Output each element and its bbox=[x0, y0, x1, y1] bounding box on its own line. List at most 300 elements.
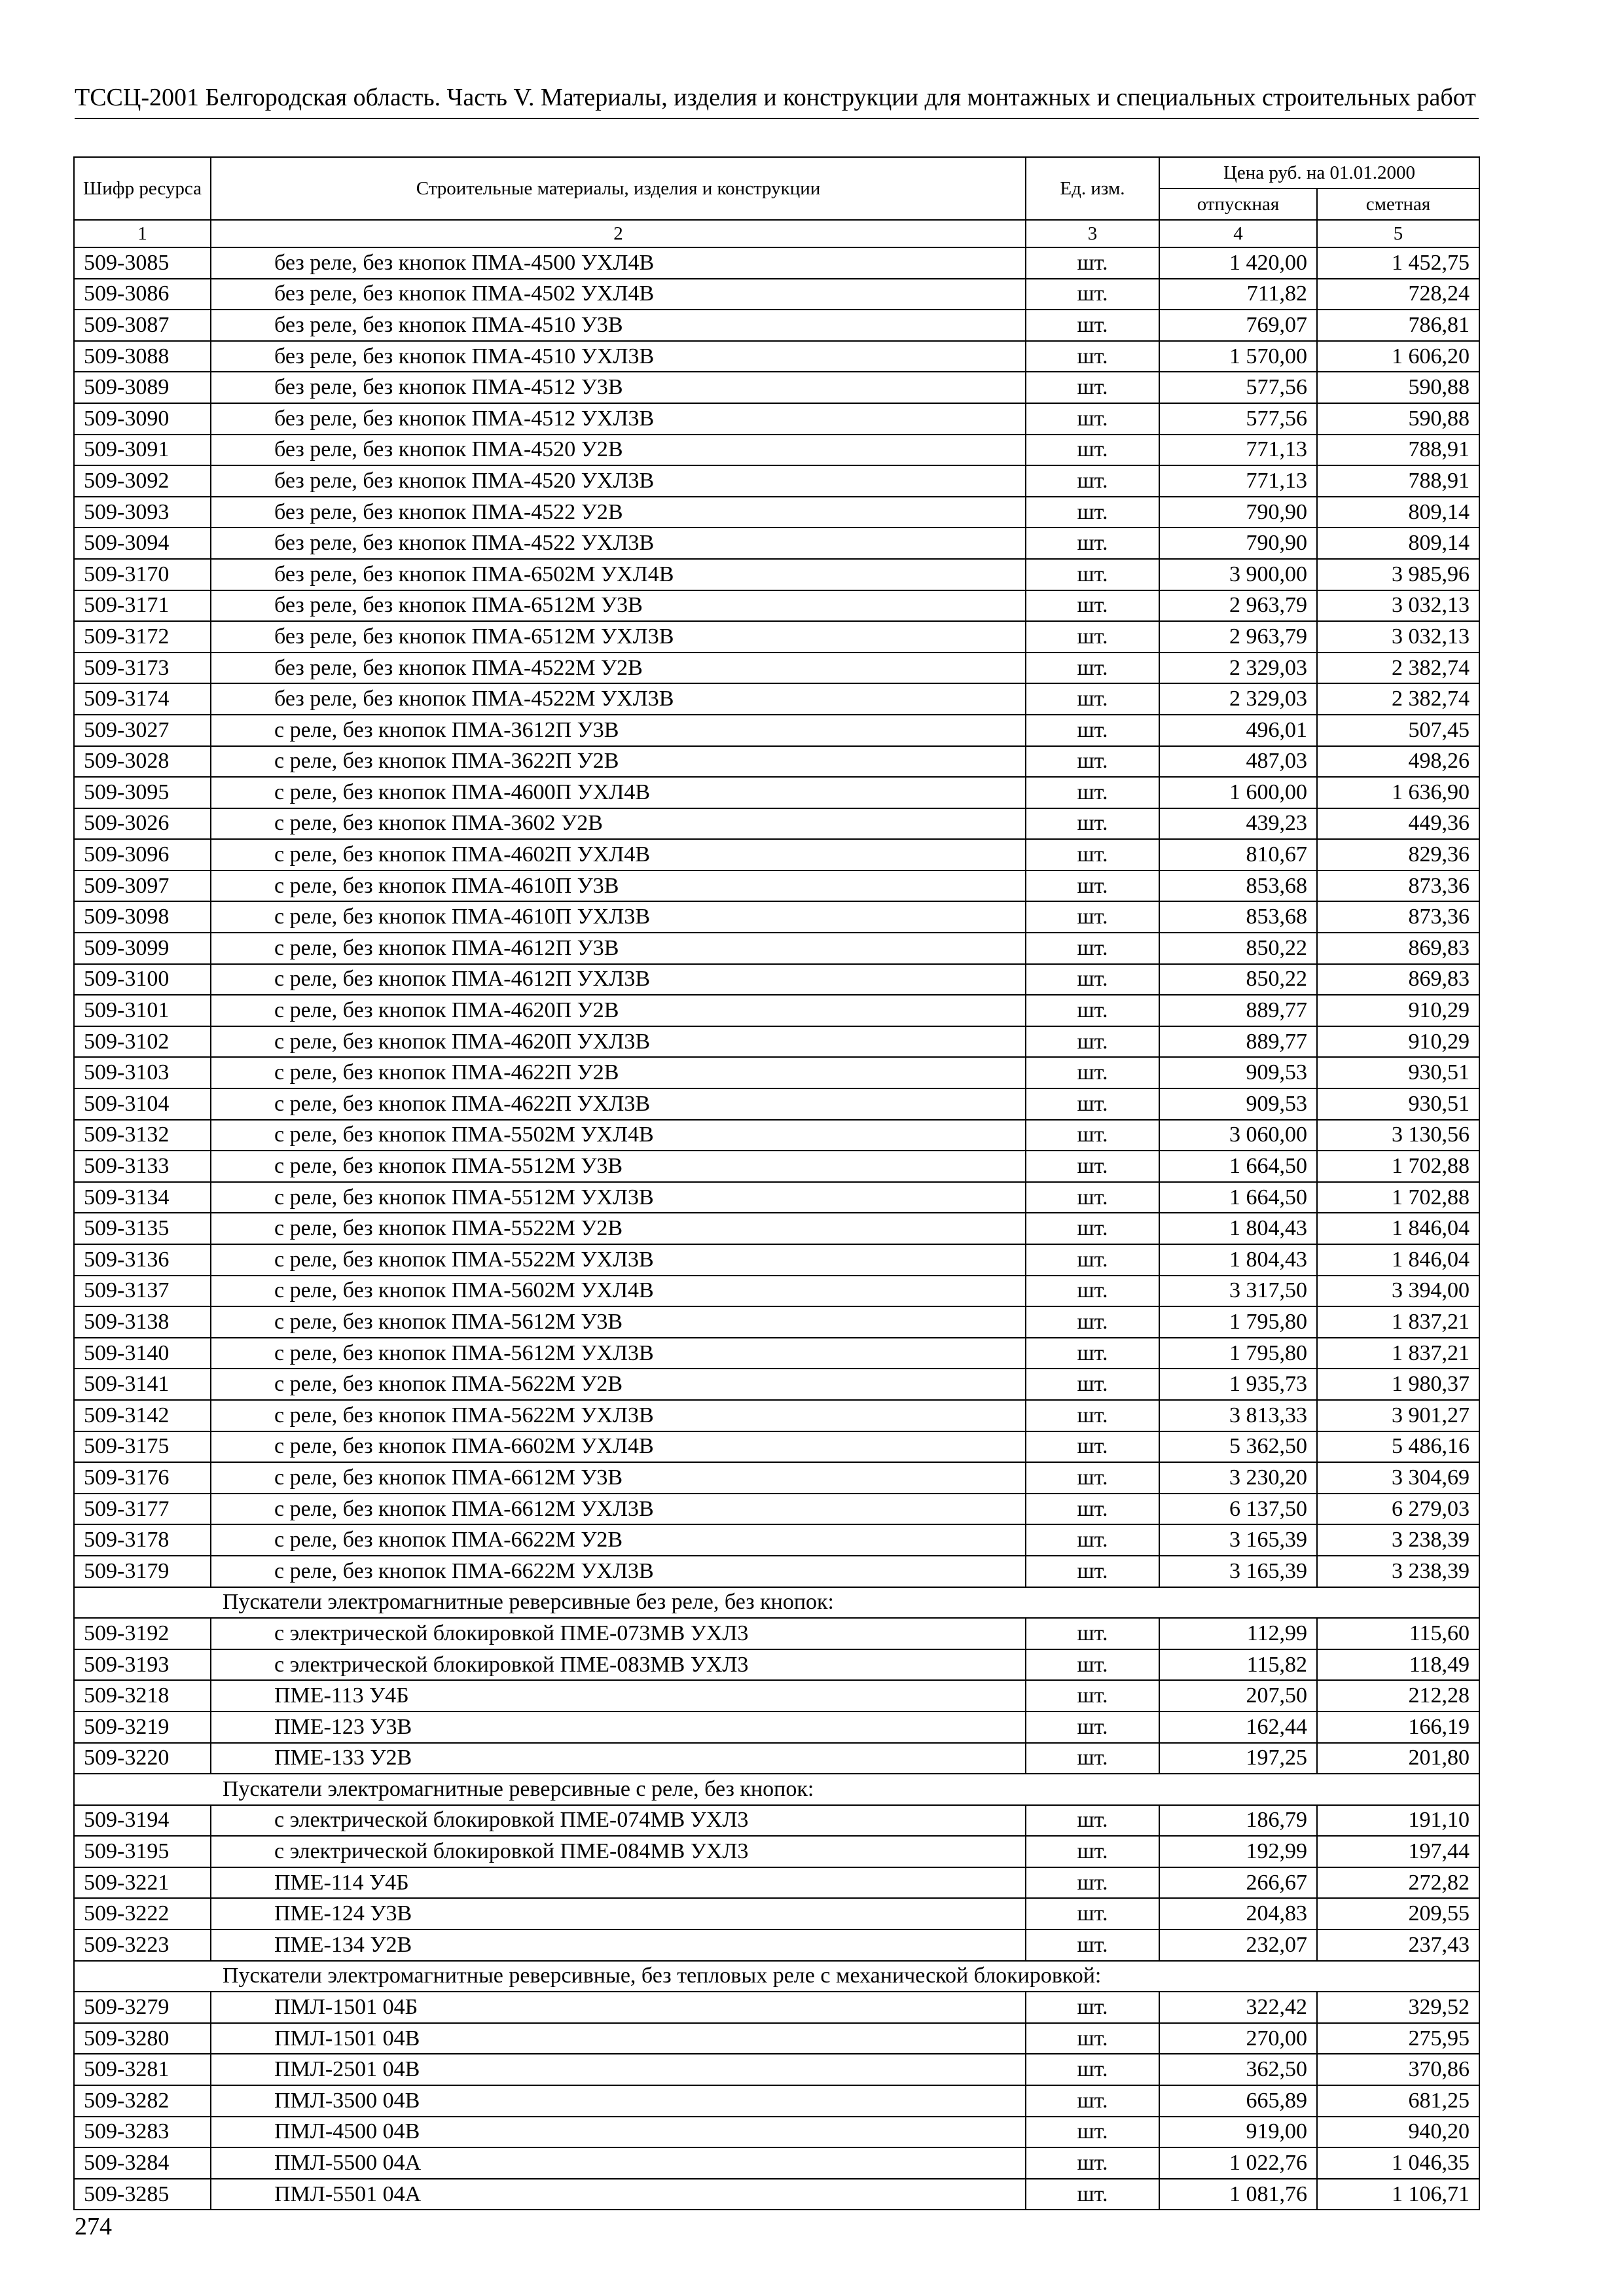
resource-code-cell: 509-3099 bbox=[74, 933, 211, 964]
resource-code-cell: 509-3093 bbox=[74, 497, 211, 528]
material-name-cell: с реле, без кнопок ПМА-5612М УХЛ3В bbox=[211, 1338, 1026, 1369]
material-name-cell: ПМЛ-4500 04В bbox=[211, 2117, 1026, 2148]
header-row bbox=[74, 157, 1479, 188]
estimate-price-cell: 788,91 bbox=[1317, 435, 1479, 466]
unit-cell: шт. bbox=[1026, 901, 1159, 933]
estimate-price-cell: 1 452,75 bbox=[1317, 247, 1479, 279]
column-number-row bbox=[74, 220, 1479, 247]
unit-cell: шт. bbox=[1026, 1120, 1159, 1151]
material-name-cell: с реле, без кнопок ПМА-4620П УХЛ3В bbox=[211, 1026, 1026, 1058]
header-name: Строительные материалы, изделия и конструкции bbox=[211, 157, 1026, 220]
table-row bbox=[74, 435, 1479, 466]
resource-code-cell: 509-3177 bbox=[74, 1494, 211, 1525]
estimate-price-cell: 910,29 bbox=[1317, 995, 1479, 1026]
resource-code-cell: 509-3281 bbox=[74, 2054, 211, 2085]
release-price-cell: 2 963,79 bbox=[1159, 621, 1317, 653]
unit-cell: шт. bbox=[1026, 497, 1159, 528]
material-name-cell: с электрической блокировкой ПМЕ-073МВ УХЛ3 bbox=[211, 1618, 1026, 1649]
release-price-cell: 270,00 bbox=[1159, 2023, 1317, 2054]
resource-code-cell: 509-3095 bbox=[74, 777, 211, 808]
resource-code-cell: 509-3104 bbox=[74, 1088, 211, 1120]
resource-code-cell: 509-3192 bbox=[74, 1618, 211, 1649]
material-name-cell: ПМЛ-1501 04Б bbox=[211, 1992, 1026, 2023]
material-name-cell: с электрической блокировкой ПМЕ-084МВ УХЛ3 bbox=[211, 1836, 1026, 1867]
resource-code-cell: 509-3138 bbox=[74, 1306, 211, 1338]
table-row bbox=[74, 1182, 1479, 1213]
material-name-cell: без реле, без кнопок ПМА-4512 У3В bbox=[211, 372, 1026, 403]
price-table-body bbox=[74, 157, 1479, 2210]
release-price-cell: 3 165,39 bbox=[1159, 1556, 1317, 1587]
release-price-cell: 232,07 bbox=[1159, 1929, 1317, 1961]
release-price-cell: 3 813,33 bbox=[1159, 1400, 1317, 1431]
unit-cell: шт. bbox=[1026, 964, 1159, 996]
unit-cell: шт. bbox=[1026, 1182, 1159, 1213]
resource-code-cell: 509-3136 bbox=[74, 1244, 211, 1276]
header-estimate-price: сметная bbox=[1317, 188, 1479, 220]
table-row bbox=[74, 901, 1479, 933]
material-name-cell: ПМЕ-133 У2В bbox=[211, 1743, 1026, 1774]
unit-cell: шт. bbox=[1026, 621, 1159, 653]
resource-code-cell: 509-3280 bbox=[74, 2023, 211, 2054]
estimate-price-cell: 1 837,21 bbox=[1317, 1306, 1479, 1338]
estimate-price-cell: 910,29 bbox=[1317, 1026, 1479, 1058]
material-name-cell: с реле, без кнопок ПМА-4620П У2В bbox=[211, 995, 1026, 1026]
resource-code-cell: 509-3174 bbox=[74, 683, 211, 715]
material-name-cell: без реле, без кнопок ПМА-6512М У3В bbox=[211, 590, 1026, 622]
estimate-price-cell: 930,51 bbox=[1317, 1057, 1479, 1088]
estimate-price-cell: 449,36 bbox=[1317, 808, 1479, 840]
material-name-cell: с реле, без кнопок ПМА-4612П У3В bbox=[211, 933, 1026, 964]
release-price-cell: 889,77 bbox=[1159, 1026, 1317, 1058]
resource-code-cell: 509-3096 bbox=[74, 839, 211, 870]
resource-code-cell: 509-3178 bbox=[74, 1524, 211, 1556]
table-row bbox=[74, 2179, 1479, 2210]
table-row bbox=[74, 1680, 1479, 1712]
section-row bbox=[74, 1961, 1479, 1992]
resource-code-cell: 509-3087 bbox=[74, 310, 211, 341]
table-row bbox=[74, 1649, 1479, 1681]
unit-cell: шт. bbox=[1026, 465, 1159, 497]
material-name-cell: с реле, без кнопок ПМА-5522М У2В bbox=[211, 1213, 1026, 1244]
resource-code-cell: 509-3027 bbox=[74, 715, 211, 746]
table-row bbox=[74, 1369, 1479, 1400]
material-name-cell: ПМЕ-134 У2В bbox=[211, 1929, 1026, 1961]
estimate-price-cell: 1 636,90 bbox=[1317, 777, 1479, 808]
unit-cell: шт. bbox=[1026, 839, 1159, 870]
unit-cell: шт. bbox=[1026, 746, 1159, 778]
resource-code-cell: 509-3218 bbox=[74, 1680, 211, 1712]
estimate-price-cell: 940,20 bbox=[1317, 2117, 1479, 2148]
estimate-price-cell: 869,83 bbox=[1317, 933, 1479, 964]
unit-cell: шт. bbox=[1026, 995, 1159, 1026]
estimate-price-cell: 3 238,39 bbox=[1317, 1524, 1479, 1556]
release-price-cell: 1 570,00 bbox=[1159, 341, 1317, 372]
material-name-cell: без реле, без кнопок ПМА-4512 УХЛ3В bbox=[211, 403, 1026, 435]
table-row bbox=[74, 310, 1479, 341]
resource-code-cell: 509-3137 bbox=[74, 1276, 211, 1307]
release-price-cell: 5 362,50 bbox=[1159, 1431, 1317, 1463]
release-price-cell: 112,99 bbox=[1159, 1618, 1317, 1649]
resource-code-cell: 509-3223 bbox=[74, 1929, 211, 1961]
table-row bbox=[74, 1929, 1479, 1961]
material-name-cell: ПМЛ-5501 04А bbox=[211, 2179, 1026, 2210]
estimate-price-cell: 3 901,27 bbox=[1317, 1400, 1479, 1431]
unit-cell: шт. bbox=[1026, 1088, 1159, 1120]
material-name-cell: с реле, без кнопок ПМА-5622М У2В bbox=[211, 1369, 1026, 1400]
unit-cell: шт. bbox=[1026, 808, 1159, 840]
resource-code-cell: 509-3086 bbox=[74, 279, 211, 310]
resource-code-cell: 509-3175 bbox=[74, 1431, 211, 1463]
release-price-cell: 2 329,03 bbox=[1159, 653, 1317, 684]
table-row bbox=[74, 1151, 1479, 1182]
estimate-price-cell: 3 304,69 bbox=[1317, 1462, 1479, 1494]
material-name-cell: с реле, без кнопок ПМА-6612М У3В bbox=[211, 1462, 1026, 1494]
release-price-cell: 2 963,79 bbox=[1159, 590, 1317, 622]
column-number: 5 bbox=[1317, 220, 1479, 247]
material-name-cell: с реле, без кнопок ПМА-3612П У3В bbox=[211, 715, 1026, 746]
estimate-price-cell: 5 486,16 bbox=[1317, 1431, 1479, 1463]
material-name-cell: с реле, без кнопок ПМА-6622М У2В bbox=[211, 1524, 1026, 1556]
material-name-cell: без реле, без кнопок ПМА-6512М УХЛ3В bbox=[211, 621, 1026, 653]
release-price-cell: 850,22 bbox=[1159, 933, 1317, 964]
estimate-price-cell: 1 846,04 bbox=[1317, 1213, 1479, 1244]
estimate-price-cell: 507,45 bbox=[1317, 715, 1479, 746]
section-row bbox=[74, 1774, 1479, 1805]
material-name-cell: ПМЕ-114 У4Б bbox=[211, 1867, 1026, 1899]
table-row bbox=[74, 1524, 1479, 1556]
release-price-cell: 889,77 bbox=[1159, 995, 1317, 1026]
unit-cell: шт. bbox=[1026, 1338, 1159, 1369]
release-price-cell: 769,07 bbox=[1159, 310, 1317, 341]
estimate-price-cell: 115,60 bbox=[1317, 1618, 1479, 1649]
release-price-cell: 197,25 bbox=[1159, 1743, 1317, 1774]
release-price-cell: 192,99 bbox=[1159, 1836, 1317, 1867]
estimate-price-cell: 829,36 bbox=[1317, 839, 1479, 870]
resource-code-cell: 509-3140 bbox=[74, 1338, 211, 1369]
estimate-price-cell: 498,26 bbox=[1317, 746, 1479, 778]
release-price-cell: 850,22 bbox=[1159, 964, 1317, 996]
resource-code-cell: 509-3141 bbox=[74, 1369, 211, 1400]
release-price-cell: 6 137,50 bbox=[1159, 1494, 1317, 1525]
material-name-cell: без реле, без кнопок ПМА-6502М УХЛ4В bbox=[211, 559, 1026, 590]
material-name-cell: с реле, без кнопок ПМА-5512М УХЛ3В bbox=[211, 1182, 1026, 1213]
material-name-cell: ПМЕ-124 У3В bbox=[211, 1898, 1026, 1929]
unit-cell: шт. bbox=[1026, 1618, 1159, 1649]
table-row bbox=[74, 653, 1479, 684]
unit-cell: шт. bbox=[1026, 2023, 1159, 2054]
material-name-cell: без реле, без кнопок ПМА-4510 УХЛ3В bbox=[211, 341, 1026, 372]
resource-code-cell: 509-3088 bbox=[74, 341, 211, 372]
table-row bbox=[74, 1026, 1479, 1058]
estimate-price-cell: 3 032,13 bbox=[1317, 621, 1479, 653]
unit-cell: шт. bbox=[1026, 403, 1159, 435]
release-price-cell: 919,00 bbox=[1159, 2117, 1317, 2148]
resource-code-cell: 509-3085 bbox=[74, 247, 211, 279]
material-name-cell: без реле, без кнопок ПМА-4500 УХЛ4В bbox=[211, 247, 1026, 279]
table-row bbox=[74, 621, 1479, 653]
unit-cell: шт. bbox=[1026, 2117, 1159, 2148]
material-name-cell: с реле, без кнопок ПМА-4602П УХЛ4В bbox=[211, 839, 1026, 870]
table-row bbox=[74, 1057, 1479, 1088]
table-row bbox=[74, 995, 1479, 1026]
estimate-price-cell: 3 130,56 bbox=[1317, 1120, 1479, 1151]
estimate-price-cell: 212,28 bbox=[1317, 1680, 1479, 1712]
page-number: 274 bbox=[75, 2213, 112, 2240]
material-name-cell: без реле, без кнопок ПМА-4510 У3В bbox=[211, 310, 1026, 341]
unit-cell: шт. bbox=[1026, 1712, 1159, 1743]
estimate-price-cell: 272,82 bbox=[1317, 1867, 1479, 1899]
release-price-cell: 487,03 bbox=[1159, 746, 1317, 778]
resource-code-cell: 509-3179 bbox=[74, 1556, 211, 1587]
unit-cell: шт. bbox=[1026, 1743, 1159, 1774]
release-price-cell: 711,82 bbox=[1159, 279, 1317, 310]
unit-cell: шт. bbox=[1026, 2054, 1159, 2085]
estimate-price-cell: 1 846,04 bbox=[1317, 1244, 1479, 1276]
table-row bbox=[74, 964, 1479, 996]
resource-code-cell: 509-3132 bbox=[74, 1120, 211, 1151]
material-name-cell: с электрической блокировкой ПМЕ-074МВ УХЛ3 bbox=[211, 1805, 1026, 1837]
resource-code-cell: 509-3097 bbox=[74, 870, 211, 902]
table-row bbox=[74, 1431, 1479, 1463]
release-price-cell: 1 804,43 bbox=[1159, 1244, 1317, 1276]
release-price-cell: 577,56 bbox=[1159, 403, 1317, 435]
release-price-cell: 362,50 bbox=[1159, 2054, 1317, 2085]
material-name-cell: с реле, без кнопок ПМА-4600П УХЛ4В bbox=[211, 777, 1026, 808]
material-name-cell: ПМЕ-123 У3В bbox=[211, 1712, 1026, 1743]
resource-code-cell: 509-3089 bbox=[74, 372, 211, 403]
resource-code-cell: 509-3171 bbox=[74, 590, 211, 622]
unit-cell: шт. bbox=[1026, 1431, 1159, 1463]
resource-code-cell: 509-3028 bbox=[74, 746, 211, 778]
table-row bbox=[74, 1836, 1479, 1867]
estimate-price-cell: 3 032,13 bbox=[1317, 590, 1479, 622]
header-unit: Ед. изм. bbox=[1026, 157, 1159, 220]
unit-cell: шт. bbox=[1026, 1524, 1159, 1556]
unit-cell: шт. bbox=[1026, 1867, 1159, 1899]
release-price-cell: 909,53 bbox=[1159, 1088, 1317, 1120]
resource-code-cell: 509-3092 bbox=[74, 465, 211, 497]
section-row bbox=[74, 1587, 1479, 1619]
estimate-price-cell: 3 394,00 bbox=[1317, 1276, 1479, 1307]
column-number: 2 bbox=[211, 220, 1026, 247]
release-price-cell: 577,56 bbox=[1159, 372, 1317, 403]
header-price: Цена руб. на 01.01.2000 bbox=[1159, 157, 1479, 188]
material-name-cell: с реле, без кнопок ПМА-6622М УХЛ3В bbox=[211, 1556, 1026, 1587]
material-name-cell: с реле, без кнопок ПМА-4610П УХЛ3В bbox=[211, 901, 1026, 933]
material-name-cell: с реле, без кнопок ПМА-6612М УХЛ3В bbox=[211, 1494, 1026, 1525]
release-price-cell: 771,13 bbox=[1159, 465, 1317, 497]
material-name-cell: без реле, без кнопок ПМА-4522М У2В bbox=[211, 653, 1026, 684]
resource-code-cell: 509-3221 bbox=[74, 1867, 211, 1899]
material-name-cell: без реле, без кнопок ПМА-4522 У2В bbox=[211, 497, 1026, 528]
estimate-price-cell: 329,52 bbox=[1317, 1992, 1479, 2023]
material-name-cell: с реле, без кнопок ПМА-6602М УХЛ4В bbox=[211, 1431, 1026, 1463]
release-price-cell: 810,67 bbox=[1159, 839, 1317, 870]
unit-cell: шт. bbox=[1026, 870, 1159, 902]
table-row bbox=[74, 372, 1479, 403]
unit-cell: шт. bbox=[1026, 1057, 1159, 1088]
unit-cell: шт. bbox=[1026, 777, 1159, 808]
release-price-cell: 1 420,00 bbox=[1159, 247, 1317, 279]
material-name-cell: с реле, без кнопок ПМА-5602М УХЛ4В bbox=[211, 1276, 1026, 1307]
release-price-cell: 1 935,73 bbox=[1159, 1369, 1317, 1400]
table-row bbox=[74, 1867, 1479, 1899]
estimate-price-cell: 873,36 bbox=[1317, 901, 1479, 933]
unit-cell: шт. bbox=[1026, 372, 1159, 403]
table-row bbox=[74, 1618, 1479, 1649]
resource-code-cell: 509-3285 bbox=[74, 2179, 211, 2210]
release-price-cell: 1 804,43 bbox=[1159, 1213, 1317, 1244]
estimate-price-cell: 809,14 bbox=[1317, 528, 1479, 559]
resource-code-cell: 509-3134 bbox=[74, 1182, 211, 1213]
release-price-cell: 204,83 bbox=[1159, 1898, 1317, 1929]
estimate-price-cell: 1 606,20 bbox=[1317, 341, 1479, 372]
estimate-price-cell: 191,10 bbox=[1317, 1805, 1479, 1837]
estimate-price-cell: 930,51 bbox=[1317, 1088, 1479, 1120]
release-price-cell: 322,42 bbox=[1159, 1992, 1317, 2023]
table-row bbox=[74, 1805, 1479, 1837]
section-heading: Пускатели электромагнитные реверсивные, без тепловых реле с механической блокировкой: bbox=[74, 1961, 1479, 1992]
table-row bbox=[74, 808, 1479, 840]
release-price-cell: 790,90 bbox=[1159, 528, 1317, 559]
estimate-price-cell: 370,86 bbox=[1317, 2054, 1479, 2085]
resource-code-cell: 509-3142 bbox=[74, 1400, 211, 1431]
table-row bbox=[74, 1244, 1479, 1276]
material-name-cell: без реле, без кнопок ПМА-4520 УХЛ3В bbox=[211, 465, 1026, 497]
resource-code-cell: 509-3282 bbox=[74, 2085, 211, 2117]
estimate-price-cell: 3 985,96 bbox=[1317, 559, 1479, 590]
unit-cell: шт. bbox=[1026, 1805, 1159, 1837]
unit-cell: шт. bbox=[1026, 1151, 1159, 1182]
material-name-cell: с реле, без кнопок ПМА-5512М У3В bbox=[211, 1151, 1026, 1182]
unit-cell: шт. bbox=[1026, 310, 1159, 341]
material-name-cell: ПМЛ-2501 04В bbox=[211, 2054, 1026, 2085]
table-row bbox=[74, 1712, 1479, 1743]
material-name-cell: с электрической блокировкой ПМЕ-083МВ УХЛ3 bbox=[211, 1649, 1026, 1681]
table-row bbox=[74, 2085, 1479, 2117]
resource-code-cell: 509-3172 bbox=[74, 621, 211, 653]
resource-code-cell: 509-3094 bbox=[74, 528, 211, 559]
table-row bbox=[74, 403, 1479, 435]
unit-cell: шт. bbox=[1026, 1369, 1159, 1400]
material-name-cell: без реле, без кнопок ПМА-4522М УХЛ3В bbox=[211, 683, 1026, 715]
estimate-price-cell: 590,88 bbox=[1317, 372, 1479, 403]
resource-code-cell: 509-3220 bbox=[74, 1743, 211, 1774]
column-number: 3 bbox=[1026, 220, 1159, 247]
table-row bbox=[74, 1494, 1479, 1525]
release-price-cell: 1 664,50 bbox=[1159, 1151, 1317, 1182]
column-number: 1 bbox=[74, 220, 211, 247]
estimate-price-cell: 1 046,35 bbox=[1317, 2147, 1479, 2179]
release-price-cell: 1 795,80 bbox=[1159, 1306, 1317, 1338]
table-row bbox=[74, 1338, 1479, 1369]
table-row bbox=[74, 1400, 1479, 1431]
table-row bbox=[74, 590, 1479, 622]
unit-cell: шт. bbox=[1026, 1556, 1159, 1587]
material-name-cell: с реле, без кнопок ПМА-4622П У2В bbox=[211, 1057, 1026, 1088]
material-name-cell: ПМЛ-5500 04А bbox=[211, 2147, 1026, 2179]
resource-code-cell: 509-3133 bbox=[74, 1151, 211, 1182]
resource-code-cell: 509-3219 bbox=[74, 1712, 211, 1743]
release-price-cell: 1 664,50 bbox=[1159, 1182, 1317, 1213]
material-name-cell: с реле, без кнопок ПМА-5502М УХЛ4В bbox=[211, 1120, 1026, 1151]
release-price-cell: 115,82 bbox=[1159, 1649, 1317, 1681]
table-row bbox=[74, 1306, 1479, 1338]
unit-cell: шт. bbox=[1026, 435, 1159, 466]
unit-cell: шт. bbox=[1026, 559, 1159, 590]
title-divider bbox=[75, 118, 1479, 119]
release-price-cell: 162,44 bbox=[1159, 1712, 1317, 1743]
unit-cell: шт. bbox=[1026, 1649, 1159, 1681]
estimate-price-cell: 786,81 bbox=[1317, 310, 1479, 341]
unit-cell: шт. bbox=[1026, 2179, 1159, 2210]
column-number: 4 bbox=[1159, 220, 1317, 247]
release-price-cell: 496,01 bbox=[1159, 715, 1317, 746]
release-price-cell: 853,68 bbox=[1159, 901, 1317, 933]
material-name-cell: с реле, без кнопок ПМА-4612П УХЛ3В bbox=[211, 964, 1026, 996]
table-row bbox=[74, 1213, 1479, 1244]
estimate-price-cell: 209,55 bbox=[1317, 1898, 1479, 1929]
resource-code-cell: 509-3170 bbox=[74, 559, 211, 590]
section-heading: Пускатели электромагнитные реверсивные с реле, без кнопок: bbox=[74, 1774, 1479, 1805]
table-row bbox=[74, 1898, 1479, 1929]
resource-code-cell: 509-3283 bbox=[74, 2117, 211, 2148]
unit-cell: шт. bbox=[1026, 715, 1159, 746]
unit-cell: шт. bbox=[1026, 247, 1159, 279]
material-name-cell: ПМЛ-3500 04В bbox=[211, 2085, 1026, 2117]
unit-cell: шт. bbox=[1026, 683, 1159, 715]
table-row bbox=[74, 1088, 1479, 1120]
material-name-cell: с реле, без кнопок ПМА-5612М У3В bbox=[211, 1306, 1026, 1338]
unit-cell: шт. bbox=[1026, 1680, 1159, 1712]
table-row bbox=[74, 341, 1479, 372]
table-row bbox=[74, 465, 1479, 497]
unit-cell: шт. bbox=[1026, 2147, 1159, 2179]
material-name-cell: без реле, без кнопок ПМА-4520 У2В bbox=[211, 435, 1026, 466]
unit-cell: шт. bbox=[1026, 1400, 1159, 1431]
unit-cell: шт. bbox=[1026, 341, 1159, 372]
estimate-price-cell: 873,36 bbox=[1317, 870, 1479, 902]
material-name-cell: с реле, без кнопок ПМА-3602 У2В bbox=[211, 808, 1026, 840]
table-row bbox=[74, 1992, 1479, 2023]
table-row bbox=[74, 1276, 1479, 1307]
resource-code-cell: 509-3098 bbox=[74, 901, 211, 933]
material-name-cell: с реле, без кнопок ПМА-4622П УХЛ3В bbox=[211, 1088, 1026, 1120]
table-row bbox=[74, 1556, 1479, 1587]
table-row bbox=[74, 2147, 1479, 2179]
material-name-cell: без реле, без кнопок ПМА-4522 УХЛ3В bbox=[211, 528, 1026, 559]
resource-code-cell: 509-3135 bbox=[74, 1213, 211, 1244]
estimate-price-cell: 869,83 bbox=[1317, 964, 1479, 996]
estimate-price-cell: 197,44 bbox=[1317, 1836, 1479, 1867]
unit-cell: шт. bbox=[1026, 1244, 1159, 1276]
table-row bbox=[74, 1743, 1479, 1774]
release-price-cell: 1 600,00 bbox=[1159, 777, 1317, 808]
table-row bbox=[74, 1462, 1479, 1494]
release-price-cell: 665,89 bbox=[1159, 2085, 1317, 2117]
resource-code-cell: 509-3194 bbox=[74, 1805, 211, 1837]
resource-code-cell: 509-3026 bbox=[74, 808, 211, 840]
resource-code-cell: 509-3195 bbox=[74, 1836, 211, 1867]
table-row bbox=[74, 870, 1479, 902]
table-row bbox=[74, 777, 1479, 808]
material-name-cell: с реле, без кнопок ПМА-4610П У3В bbox=[211, 870, 1026, 902]
release-price-cell: 3 165,39 bbox=[1159, 1524, 1317, 1556]
table-row bbox=[74, 528, 1479, 559]
material-name-cell: с реле, без кнопок ПМА-3622П У2В bbox=[211, 746, 1026, 778]
estimate-price-cell: 237,43 bbox=[1317, 1929, 1479, 1961]
release-price-cell: 3 317,50 bbox=[1159, 1276, 1317, 1307]
